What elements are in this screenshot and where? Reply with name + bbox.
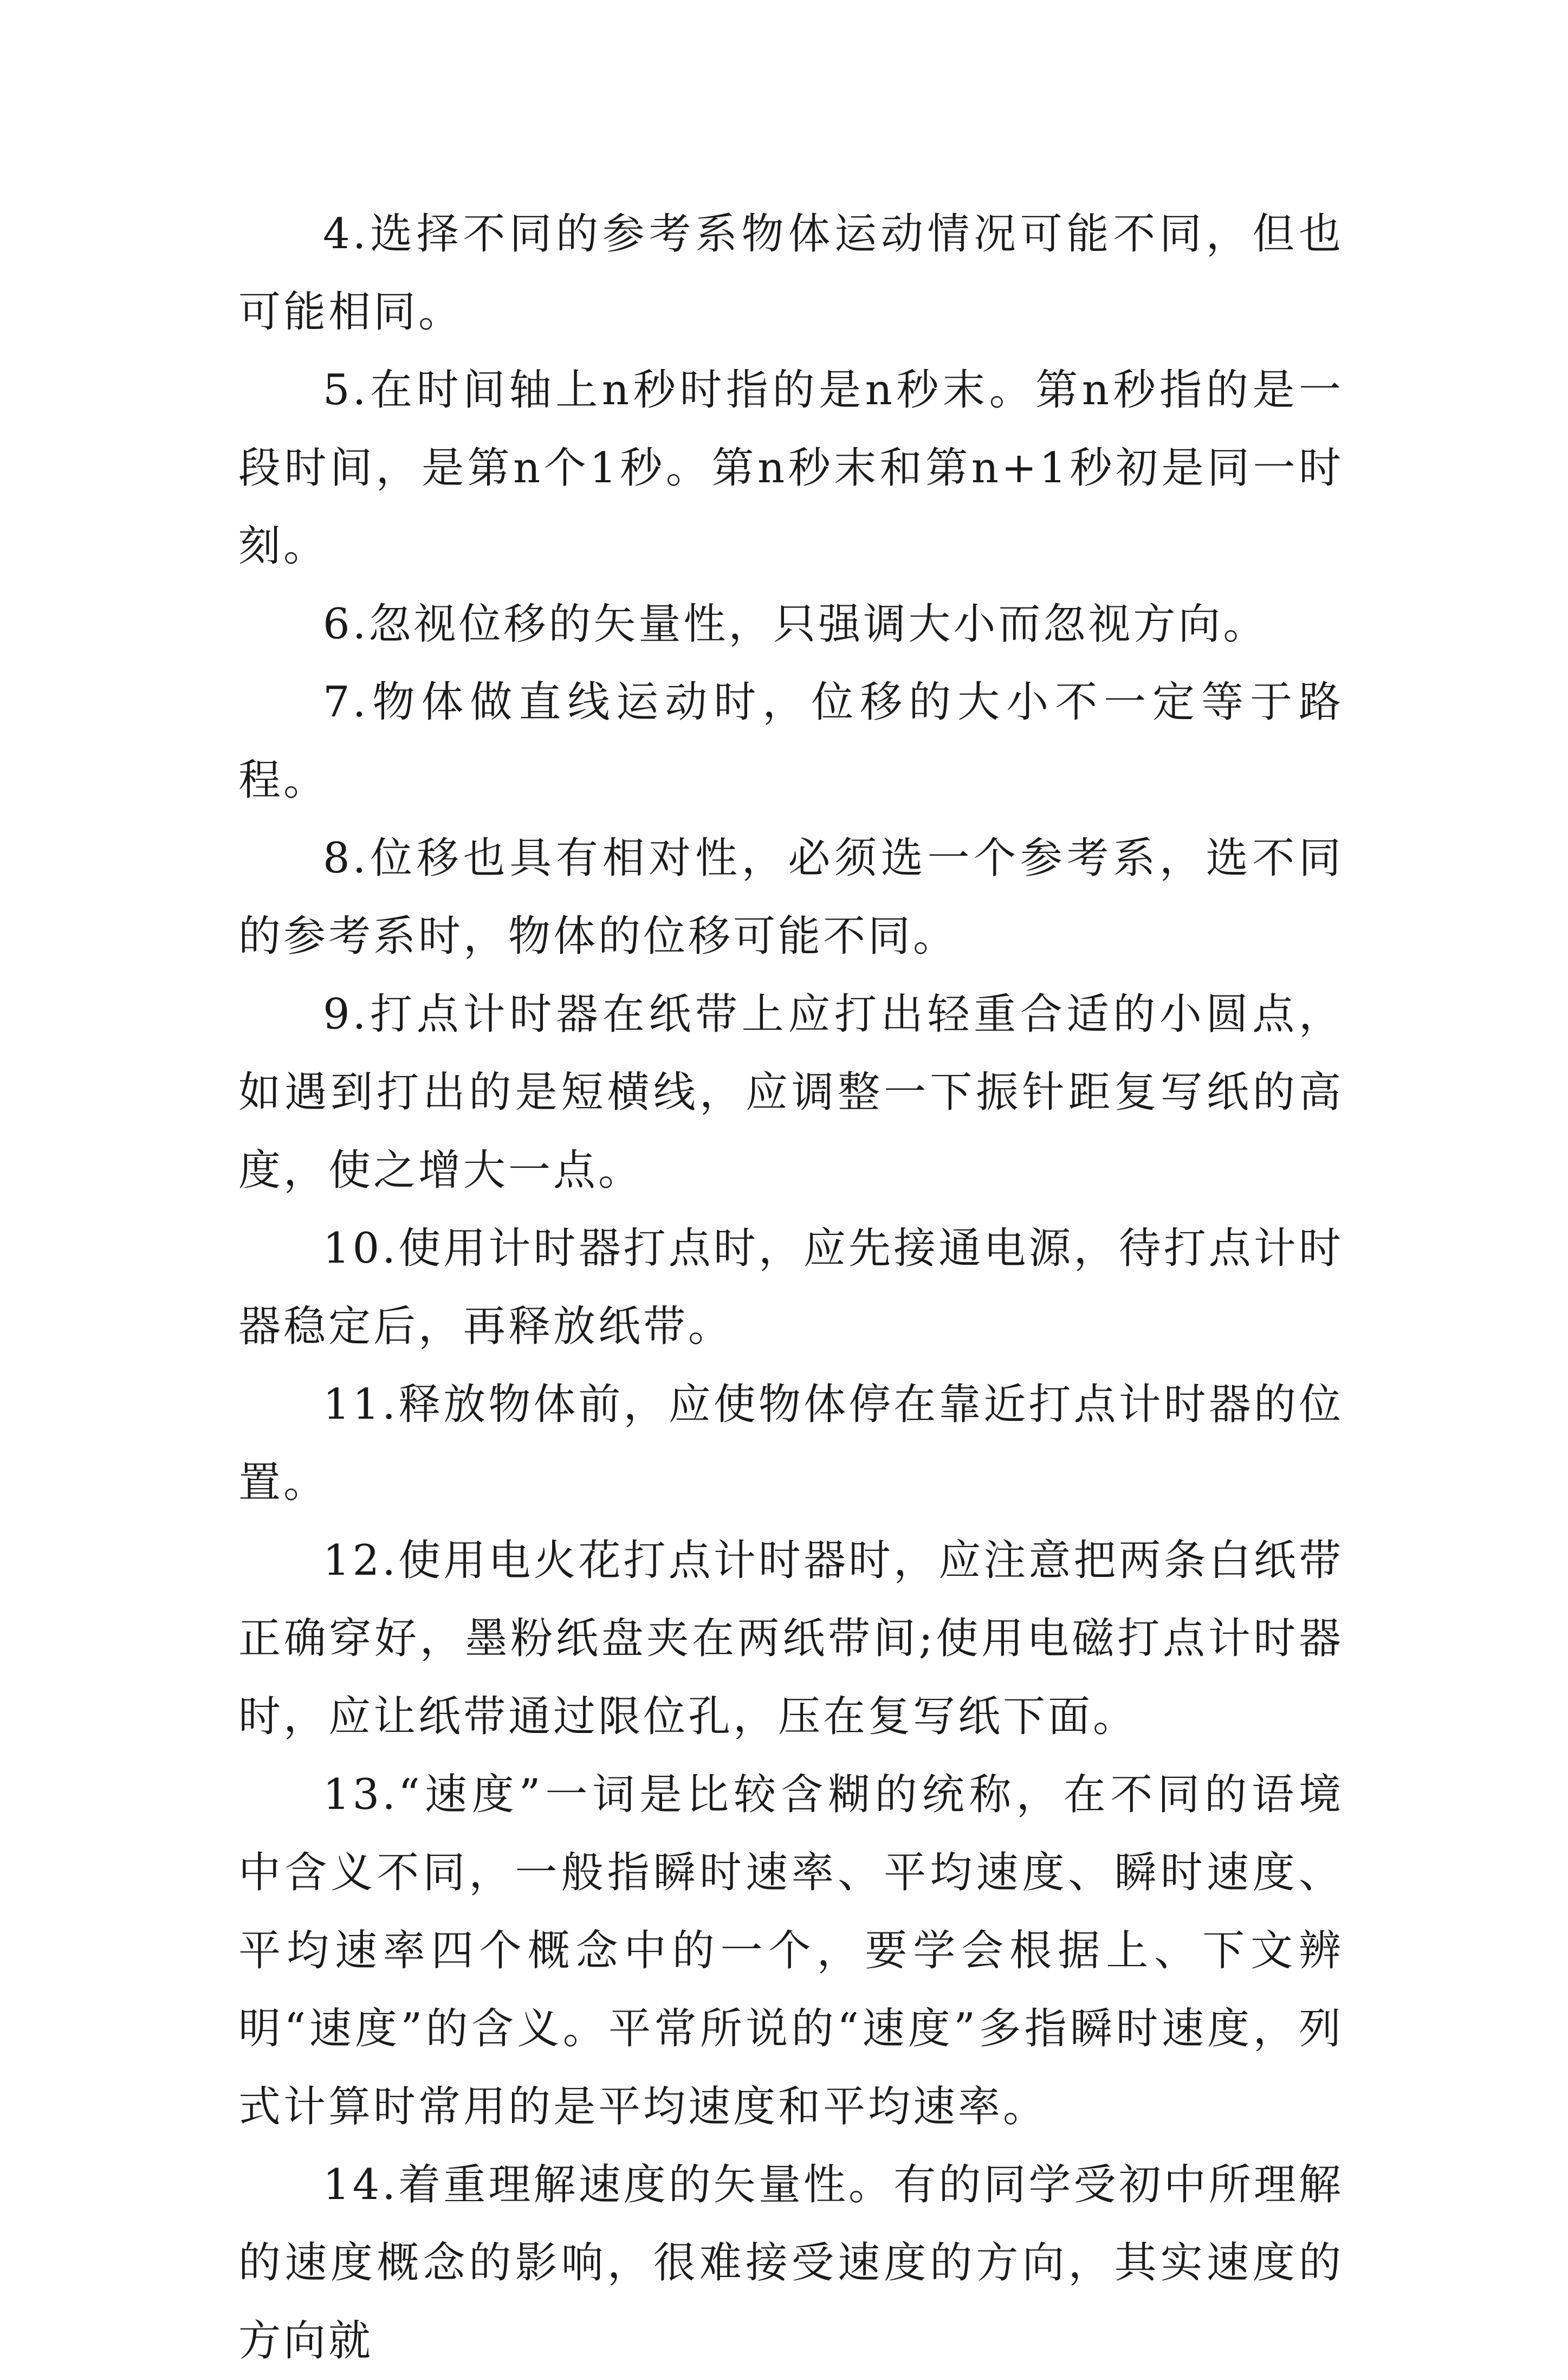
paragraph-14: 14.着重理解速度的矢量性。有的同学受初中所理解的速度概念的影响，很难接受速度的方向，其实速度的方向就	[238, 2161, 1344, 2365]
paragraph-13: 13.“速度”一词是比较含糊的统称，在不同的语境中含义不同，一般指瞬时速率、平均速度、瞬时速度、平均速率四个概念中的一个，要学会根据上、下文辨明“速度”的含义。平常所说的“速度”多指瞬时速度，列式计算时常用的是平均速度和平均速率。	[238, 1770, 1344, 2131]
paragraph-11: 11.释放物体前，应使物体停在靠近打点计时器的位置。	[238, 1380, 1344, 1507]
paragraph-6: 6.忽视位移的矢量性，只强调大小而忽视方向。	[323, 600, 1268, 649]
paragraph-8: 8.位移也具有相对性，必须选一个参考系，选不同的参考系时，物体的位移可能不同。	[238, 834, 1344, 961]
paragraph-4: 4.选择不同的参考系物体运动情况可能不同，但也可能相同。	[238, 210, 1344, 337]
paragraph-7: 7.物体做直线运动时，位移的大小不一定等于路程。	[238, 678, 1344, 805]
paragraph-9: 9.打点计时器在纸带上应打出轻重合适的小圆点，如遇到打出的是短横线，应调整一下振针距复写纸的高度，使之增大一点。	[238, 990, 1344, 1195]
document-body	[238, 195, 1344, 2380]
paragraph-12: 12.使用电火花打点计时器时，应注意把两条白纸带正确穿好，墨粉纸盘夹在两纸带间;使用电磁打点计时器时，应让纸带通过限位孔，压在复写纸下面。	[238, 1536, 1344, 1741]
paragraph-10: 10.使用计时器打点时，应先接通电源，待打点计时器稳定后，再释放纸带。	[238, 1224, 1344, 1351]
paragraph-5: 5.在时间轴上n秒时指的是n秒末。第n秒指的是一段时间，是第n个1秒。第n秒末和第n+1秒初是同一时刻。	[238, 366, 1344, 571]
